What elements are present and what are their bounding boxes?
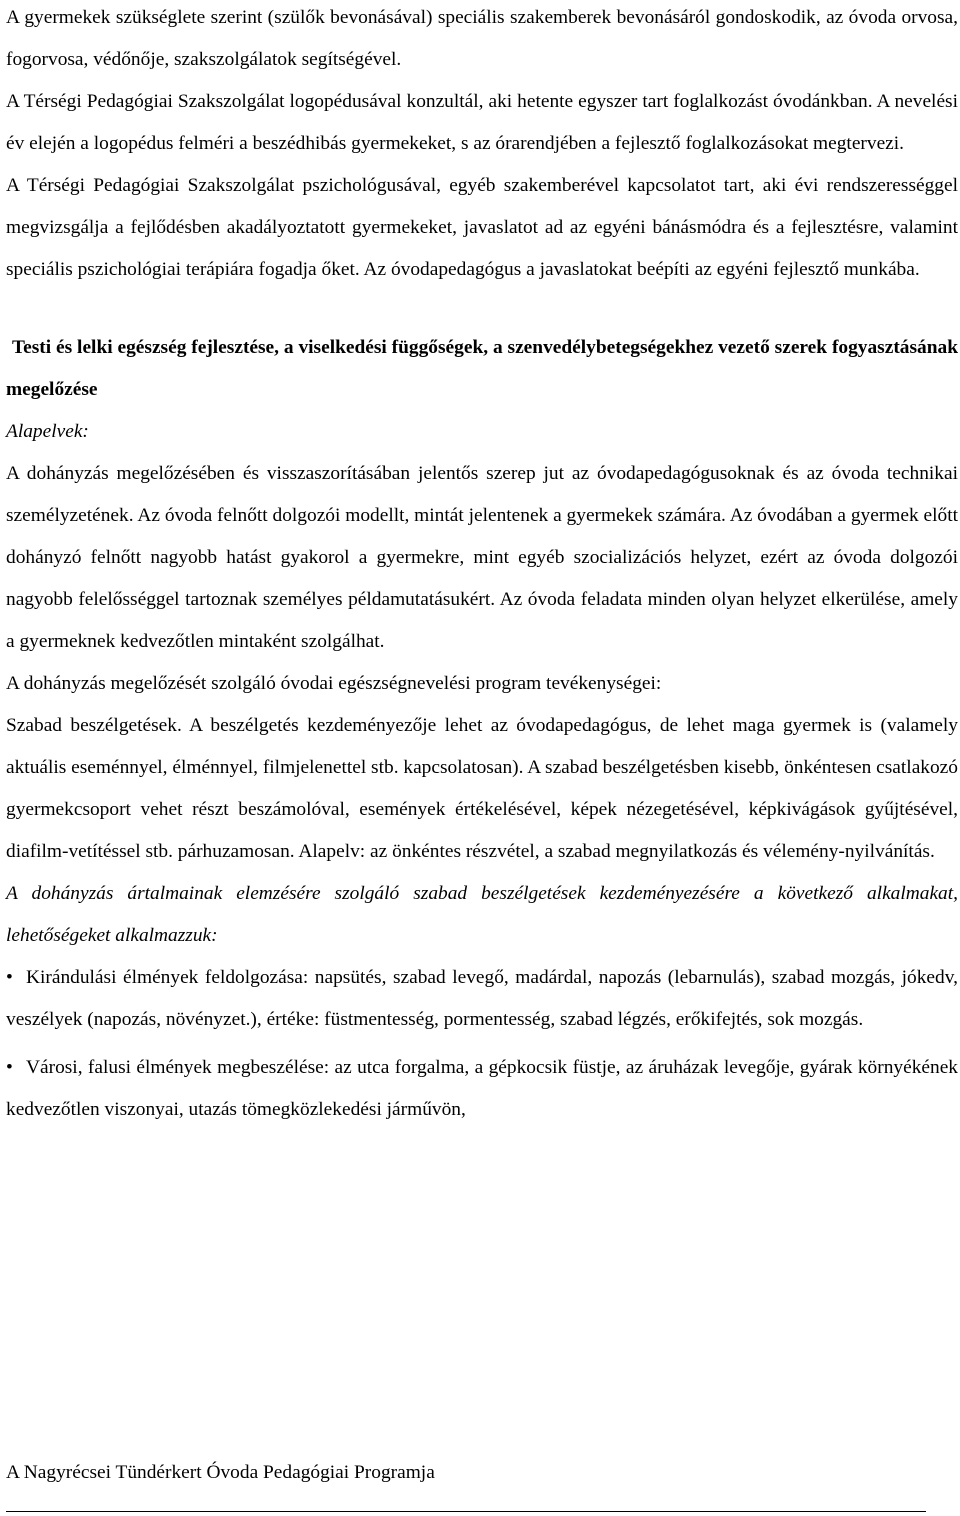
section-heading: Testi és lelki egészség fejlesztése, a viselkedési függőségek, a szenvedélybetegségekhez vezető szerek fogyasztásának megelőzése — [6, 337, 958, 400]
bullet-icon: • — [6, 1057, 13, 1078]
footer-title: A Nagyrécsei Tündérkert Óvoda Pedagógiai Programja — [6, 1462, 435, 1483]
bullet-item-excursions — [6, 957, 958, 1041]
bullet-icon: • — [6, 967, 13, 988]
paragraph-free-conversations: Szabad beszélgetések. A beszélgetés kezdeményezője lehet az óvodapedagógus, de lehet maga gyermek is (valamely aktuális eseménnyel, élménnyel, filmjelenettel stb. kapcsolatosan). A szabad beszélgetésben kisebb, önkéntesen csatlakozó gyermekcsoport vehet részt beszámolóval, események értékelésével, képek nézegetésével, képkivágások gyűjtésével, diafilm-vetítéssel stb. párhuzamosan. Alapelv: az önkéntes részvétel, a szabad megnyilatkozás és vélemény-nyilvánítás. — [6, 715, 958, 862]
paragraph-specialists: A gyermekek szükséglete szerint (szülők bevonásával) speciális szakemberek bevonásáról gondoskodik, az óvoda orvosa, fogorvosa, védőnője, szakszolgálatok segítségével. — [6, 7, 958, 70]
paragraph-speech-therapist: A Térségi Pedagógiai Szakszolgálat logopédusával konzultál, aki hetente egyszer tart foglalkozást óvodánkban. A nevelési év elején a logopédus felméri a beszédhibás gyermekeket, s az órarendjében a fejlesztő foglalkozásokat megtervezi. — [6, 91, 958, 154]
bullet-item-city-village — [6, 1047, 958, 1131]
paragraph-program-activities: A dohányzás megelőzését szolgáló óvodai egészségnevelési program tevékenységei: — [6, 673, 662, 694]
paragraph-psychologist: A Térségi Pedagógiai Szakszolgálat pszichológusával, egyéb szakemberével kapcsolatot tart, aki évi rendszerességgel megvizsgálja a fejlődésben akadályoztatott gyermekeket, javaslatot ad az egyéni bánásmódra és a fejlesztésre, valamint speciális pszichológiai terápiára fogadja őket. Az óvodapedagógus a javaslatokat beépíti az egyéni fejlesztő munkába. — [6, 175, 958, 280]
document-page — [6, 0, 958, 1131]
paragraph-occasions-intro: A dohányzás ártalmainak elemzésére szolgáló szabad beszélgetések kezdeményezésére a következő alkalmakat, lehetőségeket alkalmazzuk: — [6, 883, 958, 946]
principles-label: Alapelvek: — [6, 421, 89, 442]
bullet-text: Kirándulási élmények feldolgozása: napsütés, szabad levegő, madárdal, napozás (lebarnulás), szabad mozgás, jókedv, veszélyek (napozás, növényzet.), értéke: füstmentesség, pormentesség, szabad légzés, erőkifejtés, sok mozgás. — [6, 967, 958, 1030]
footer-divider — [6, 1511, 926, 1512]
paragraph-smoking-prevention: A dohányzás megelőzésében és visszaszorításában jelentős szerep jut az óvodapedagógusoknak és az óvoda technikai személyzetének. Az óvoda felnőtt dolgozói modellt, mintát jelentenek a gyermekek számára. Az óvodában a gyermek előtt dohányzó felnőtt nagyobb hatást gyakorol a gyermekre, mint egyéb szocializációs helyzet, ezért az óvoda dolgozói nagyobb felelősséggel tartoznak személyes példamutatásukért. Az óvoda feladata minden olyan helyzet elkerülése, amely a gyermeknek kedvezőtlen mintaként szolgálhat. — [6, 463, 958, 652]
bullet-text: Városi, falusi élmények megbeszélése: az utca forgalma, a gépkocsik füstje, az áruházak levegője, gyárak környékének kedvezőtlen viszonyai, utazás tömegközlekedési járművön, — [6, 1057, 958, 1120]
